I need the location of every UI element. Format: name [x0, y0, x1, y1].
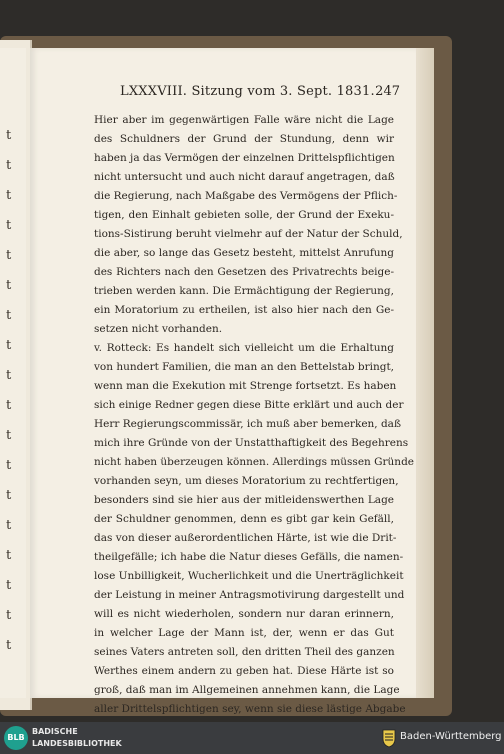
body-text	[94, 111, 414, 738]
text-line: tigen, den Einhalt gebieten solle, der Grund der Exeku-	[94, 209, 394, 221]
left-page-char: t	[6, 548, 12, 563]
left-page-char: t	[6, 218, 12, 233]
left-page-char: t	[6, 338, 12, 353]
text-line: der Schuldner genommen, denn es gibt gar kein Gefäll,	[94, 513, 394, 525]
header-title: LXXXVIII. Sitzung vom 3. Sept. 1831.	[120, 84, 375, 99]
text-line: Werthes einem andern zu geben hat. Diese Härte ist so	[94, 665, 394, 677]
text-line: haben ja das Vermögen der einzelnen Drittelspflichtigen	[94, 152, 395, 164]
text-line: nicht untersucht und auch nicht darauf angetragen, daß	[94, 171, 395, 183]
left-page-char: t	[6, 308, 12, 323]
text-line: v. Rotteck: Es handelt sich vielleicht um die Erhaltung	[94, 342, 394, 354]
text-line: seines Vaters antreten soll, den dritten Theil des ganzen	[94, 646, 395, 658]
text-line: Hier aber im gegenwärtigen Falle wäre nicht die Lage	[94, 114, 394, 126]
text-line: des Richters nach den Gesetzen des Privatrechts beige-	[94, 266, 394, 278]
left-page-char: t	[6, 578, 12, 593]
text-line: der Leistung in meiner Antragsmotivirung dargestellt und	[94, 589, 405, 601]
text-line: wenn man die Exekution mit Strenge fortsetzt. Es haben	[94, 380, 397, 392]
left-page-char: t	[6, 398, 12, 413]
text-line: aller Drittelspflichtigen sey, wenn sie diese lästige Abgabe	[94, 703, 406, 715]
blb-logo-icon[interactable]: BLB	[4, 726, 28, 750]
text-line: will es nicht wiederholen, sondern nur daran erinnern,	[94, 608, 394, 620]
state-name[interactable]: Baden-Württemberg	[400, 731, 502, 742]
text-line: des Schuldners der Grund der Stundung, denn wir	[94, 133, 394, 145]
page-number: 247	[375, 84, 400, 99]
left-page-char: t	[6, 188, 12, 203]
text-line: mich ihre Gründe von der Unstatthaftigkeit des Begehrens	[94, 437, 409, 449]
left-page-char: t	[6, 488, 12, 503]
left-page-char: t	[6, 248, 12, 263]
text-line: nicht haben überzeugen können. Allerdings müssen Gründe	[94, 456, 414, 468]
text-line: besonders sind sie hier aus der mitleidenswerthen Lage	[94, 494, 394, 506]
running-header	[120, 84, 400, 102]
left-page-char: t	[6, 518, 12, 533]
text-line: groß, daß man im Allgemeinen annehmen kann, die Lage	[94, 684, 400, 696]
text-line: trieben werden kann. Die Ermächtigung der Regierung,	[94, 285, 394, 297]
text-line: vorhanden seyn, um dieses Moratorium zu rechtfertigen,	[94, 475, 399, 487]
baden-wuerttemberg-crest-icon	[382, 728, 396, 748]
page-stack-edge	[416, 48, 434, 698]
left-page-fragment	[0, 48, 26, 698]
text-line: Herr Regierungscommissär, ich muß aber bemerken, daß	[94, 418, 401, 430]
text-line: setzen nicht vorhanden.	[94, 323, 223, 335]
library-name[interactable]	[32, 726, 152, 750]
text-line: die Regierung, nach Maßgabe des Vermögens der Pflich-	[94, 190, 398, 202]
text-line: theilgefälle; ich habe die Natur dieses Gefälls, die namen-	[94, 551, 404, 563]
text-line: lose Unbilligkeit, Wucherlichkeit und die Unerträglichkeit	[94, 570, 404, 582]
text-line: tions-Sistirung beruht vielmehr auf der Natur der Schuld,	[94, 228, 403, 240]
left-page-char: t	[6, 278, 12, 293]
text-line: von hundert Familien, die man an den Bettelstab bringt,	[94, 361, 395, 373]
left-page-char: t	[6, 368, 12, 383]
text-line: ein Moratorium zu ertheilen, ist also hier nach den Ge-	[94, 304, 394, 316]
text-line: das von dieser außerordentlichen Härte, ist wie die Drit-	[94, 532, 397, 544]
left-page-char: t	[6, 458, 12, 473]
left-page-char: t	[6, 128, 12, 143]
text-line: sich einige Redner gegen diese Bitte erklärt und auch der	[94, 399, 404, 411]
text-line: in welcher Lage der Mann ist, der, wenn er das Gut	[94, 627, 394, 639]
left-page-char: t	[6, 158, 12, 173]
left-page-char: t	[6, 428, 12, 443]
library-name-line1: BADISCHE	[32, 727, 78, 736]
footer-bar	[0, 722, 504, 754]
library-name-line2: LANDESBIBLIOTHEK	[32, 739, 122, 748]
text-line: die aber, so lange das Gesetz besteht, mittelst Anrufung	[94, 247, 394, 259]
book-page	[30, 48, 416, 715]
left-page-char: t	[6, 638, 12, 653]
left-page-char: t	[6, 608, 12, 623]
